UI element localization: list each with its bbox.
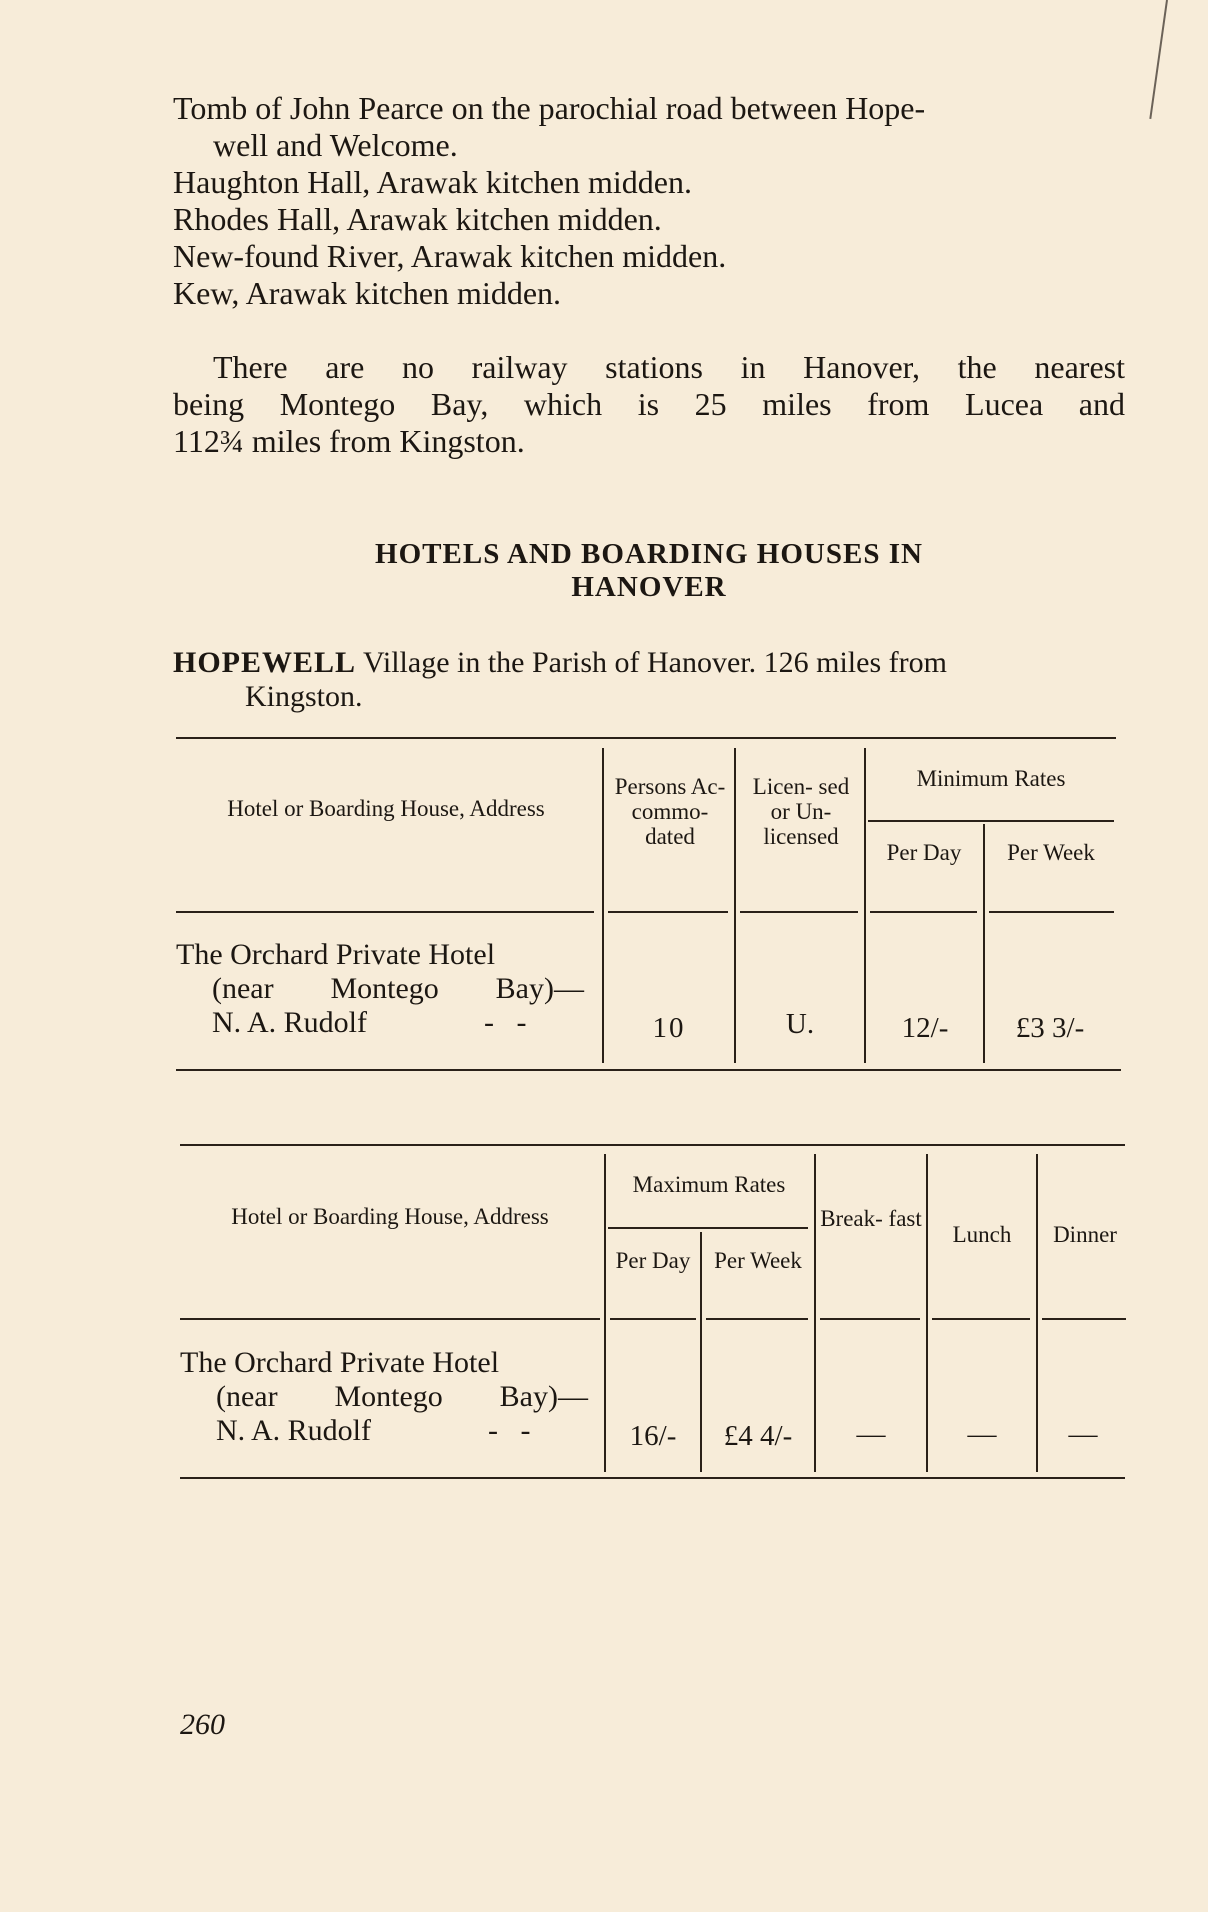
table-subrule — [868, 820, 1114, 822]
table-rule — [176, 737, 1116, 739]
header-dinner: Dinner — [1053, 1222, 1117, 1247]
village-description-cont: Kingston. — [245, 680, 363, 713]
header-minimum-rates: Minimum Rates — [916, 766, 1066, 791]
leader-dashes: - - — [484, 1006, 527, 1039]
table-header-rule — [989, 911, 1114, 913]
hotel-location: (near Montego Bay)— — [216, 1380, 588, 1413]
historic-sites-list — [173, 90, 1133, 312]
table-header-rule — [1042, 1318, 1126, 1320]
site-line: Tomb of John Pearce on the parochial road between Hope- — [173, 90, 926, 126]
heading-line: HOTELS AND BOARDING HOUSES IN — [375, 538, 923, 570]
village-entry — [173, 646, 1125, 714]
railway-paragraph — [173, 349, 1125, 460]
table-header-rule — [740, 911, 858, 913]
table-header-rule — [706, 1318, 808, 1320]
page-number: 260 — [180, 1708, 225, 1741]
heading-line: HANOVER — [571, 571, 727, 603]
margin-pencil-mark — [1149, 0, 1168, 119]
table-subrule — [608, 1227, 808, 1229]
header-lunch: Lunch — [952, 1222, 1012, 1247]
railway-line: There are no railway stations in Hanover, the nearest — [213, 349, 1125, 385]
header-per-day: Per Day — [886, 840, 962, 865]
site-line: New-found River, Arawak kitchen midden. — [173, 238, 727, 274]
cell-per-week: £3 3/- — [1015, 1012, 1085, 1044]
header-breakfast: Break- fast — [820, 1206, 922, 1231]
cell-licensed: U. — [785, 1008, 815, 1040]
table-header-rule — [932, 1318, 1030, 1320]
header-licensed: Licen- sed or Un- licensed — [752, 774, 850, 849]
site-line: Rhodes Hall, Arawak kitchen midden. — [173, 201, 662, 237]
cell-breakfast: — — [856, 1418, 886, 1450]
cell-per-day: 16/- — [629, 1420, 677, 1452]
site-line: Kew, Arawak kitchen midden. — [173, 275, 562, 311]
header-hotel: Hotel or Boarding House, Address — [231, 1204, 549, 1229]
hotel-name: The Orchard Private Hotel — [180, 1346, 500, 1379]
village-name: HOPEWELL — [173, 646, 357, 679]
railway-line: 112¾ miles from Kingston. — [173, 423, 525, 459]
table-rule — [180, 1477, 1125, 1479]
hotel-name: The Orchard Private Hotel — [176, 938, 496, 971]
cell-per-week: £4 4/- — [723, 1420, 793, 1452]
hotel-location: (near Montego Bay)— — [212, 972, 584, 1005]
cell-persons: 10 — [652, 1012, 686, 1044]
cell-per-day: 12/- — [901, 1012, 949, 1044]
railway-line: being Montego Bay, which is 25 miles from Lucea and — [173, 386, 1125, 422]
site-line: well and Welcome. — [213, 127, 458, 163]
cell-dinner: — — [1068, 1418, 1098, 1450]
table-header-rule — [608, 911, 728, 913]
table-header-rule — [820, 1318, 920, 1320]
table-header-rule — [176, 911, 594, 913]
section-heading — [173, 538, 1125, 604]
leader-dashes: - - — [488, 1414, 531, 1447]
table-header-rule — [870, 911, 977, 913]
header-persons: Persons Ac- commo- dated — [614, 774, 726, 849]
table-rule — [180, 1144, 1125, 1146]
header-per-day: Per Day — [615, 1248, 691, 1273]
header-hotel: Hotel or Boarding House, Address — [227, 796, 545, 821]
header-maximum-rates: Maximum Rates — [632, 1172, 786, 1197]
site-line: Haughton Hall, Arawak kitchen midden. — [173, 164, 692, 200]
cell-lunch: — — [967, 1418, 997, 1450]
header-per-week: Per Week — [714, 1248, 802, 1273]
table-rule — [176, 1069, 1121, 1071]
hotel-proprietor: N. A. Rudolf — [212, 1006, 368, 1039]
hotel-proprietor: N. A. Rudolf — [216, 1414, 372, 1447]
table-header-rule — [610, 1318, 696, 1320]
header-per-week: Per Week — [1007, 840, 1095, 865]
table-header-rule — [180, 1318, 600, 1320]
village-description: Village in the Parish of Hanover. 126 miles from — [363, 646, 947, 679]
